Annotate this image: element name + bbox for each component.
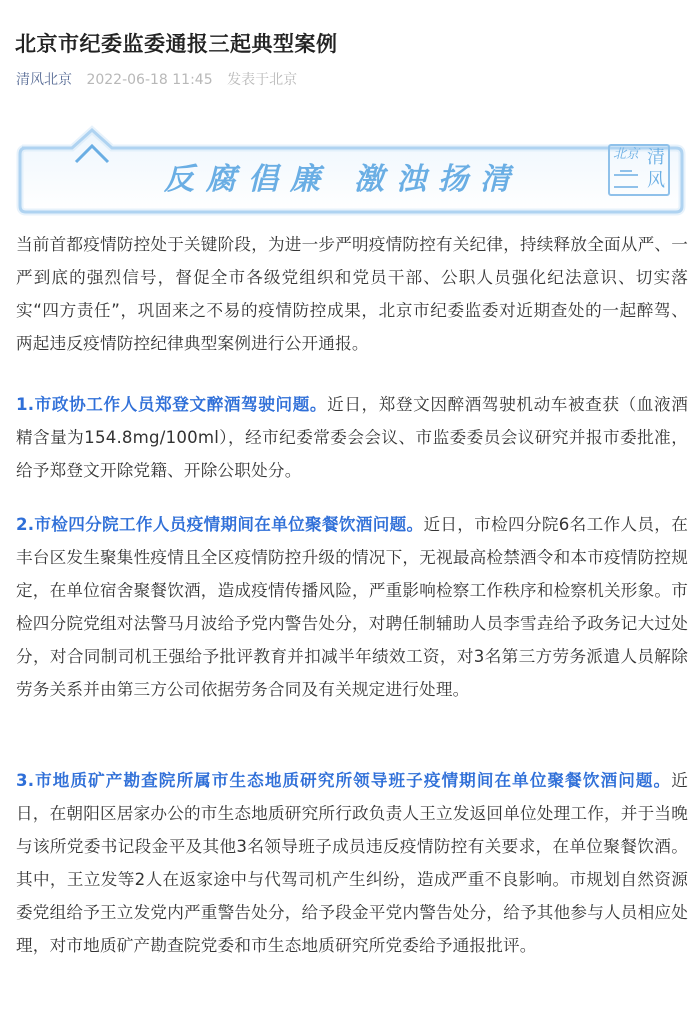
case-heading-1: 1.市政协工作人员郑登文醉酒驾驶问题。 <box>16 395 328 414</box>
temple-base-icon <box>614 174 638 188</box>
seal-text-beijing: 北京 <box>613 147 640 162</box>
case-paragraph-1 <box>16 388 688 487</box>
case-paragraph-3 <box>16 764 688 962</box>
banner-image <box>14 122 686 218</box>
case-heading-2: 2.市检四分院工作人员疫情期间在单位聚餐饮酒问题。 <box>16 515 424 534</box>
case-body-2: 近日，市检四分院6名工作人员，在丰台区发生聚集性疫情且全区疫情防控升级的情况下，无视最高检禁酒令和本市疫情防控规定，在单位宿舍聚餐饮酒，造成疫情传播风险，严重影响检察工作秩序和检察机关形象。市检四分院党组对法警马月波给予党内警告处分，对聘任制辅助人员李雪垚给予政务记大过处分，对合同制司机王强给予批评教育并扣减半年绩效工资，对3名第三方劳务派遣人员解除劳务关系并由第三方公司依据劳务合同及有关规定进行处理。 <box>16 515 688 699</box>
publish-location: 发表于北京 <box>227 72 298 88</box>
seal-logo <box>608 144 670 196</box>
case-body-3: 近日，在朝阳区居家办公的市生态地质研究所行政负责人王立发返回单位处理工作，并于当晚与该所党委书记段金平及其他3名领导班子成员违反疫情防控有关要求，在单位聚餐饮酒。其中，王立发等2人在返家途中与代驾司机产生纠纷，造成严重不良影响。市规划自然资源委党组给予王立发党内严重警告处分，给予段金平党内警告处分，给予其他参与人员相应处理，对市地质矿产勘查院党委和市生态地质研究所党委给予通报批评。 <box>16 771 688 955</box>
seal-text-qing: 清 <box>647 147 665 168</box>
article-title: 北京市纪委监委通报三起典型案例 <box>15 32 338 56</box>
banner-slogan <box>164 160 522 200</box>
seal-text-feng: 风 <box>647 170 665 191</box>
publish-date: 2022-06-18 11:45 <box>86 72 213 88</box>
article-meta <box>16 68 297 92</box>
case-paragraph-2 <box>16 508 688 706</box>
intro-paragraph: 当前首都疫情防控处于关键阶段，为进一步严明疫情防控有关纪律，持续释放全面从严、一严到底的强烈信号，督促全市各级党组织和党员干部、公职人员强化纪法意识、切实落实“四方责任”，巩固来之不易的疫情防控成果，北京市纪委监委对近期查处的一起醉驾、两起违反疫情防控纪律典型案例进行公开通报。 <box>16 235 688 353</box>
slogan-right: 激浊扬清 <box>354 162 522 197</box>
case-body-1: 近日，郑登文因醉酒驾驶机动车被查获（血液酒精含量为154.8mg/100ml），经市纪委常委会会议、市监委委员会议研究并报市委批准，给予郑登文开除党籍、开除公职处分。 <box>16 395 688 480</box>
slogan-left: 反腐倡廉 <box>164 162 332 197</box>
author-link[interactable]: 清风北京 <box>16 72 72 88</box>
case-heading-3: 3.市地质矿产勘查院所属市生态地质研究所领导班子疫情期间在单位聚餐饮酒问题。 <box>16 771 672 790</box>
